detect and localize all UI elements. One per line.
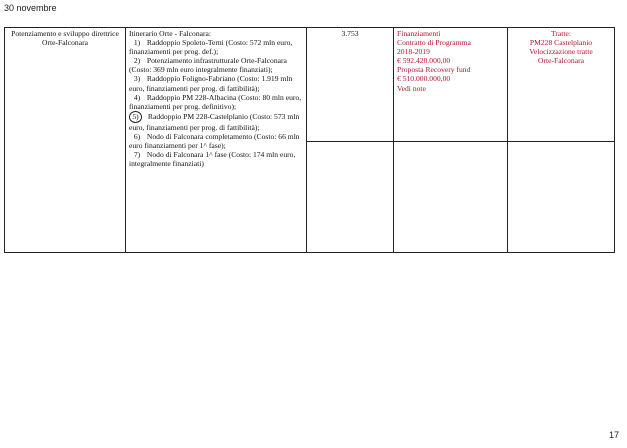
itinerary-item xyxy=(129,111,303,132)
sections-cell xyxy=(508,28,615,142)
sections-line: Velocizzazione tratte xyxy=(529,47,593,57)
itinerary-title: Itinerario Orte - Falconara: xyxy=(129,29,212,38)
item-number: 7) xyxy=(133,150,141,160)
circled-item-number: 5) xyxy=(129,111,142,123)
item-text: Raddoppio Foligno-Fabriano (Costo: 1.919 mln euro, finanziamenti per prog. di fattibilità); xyxy=(129,74,293,93)
funding-line: € 510.000.000,00 xyxy=(397,74,451,84)
sections-line: Tratte: xyxy=(551,29,571,38)
item-text: Raddoppio Spoleto-Terni (Costo: 572 mln euro, finanziamenti per prog. def.); xyxy=(129,38,293,57)
funding-line: Proposta Recovery fund xyxy=(397,65,471,75)
total-cost-value: 3.753 xyxy=(341,29,359,38)
sections-line: PM228 Castelplanio xyxy=(529,38,593,48)
itinerary-item xyxy=(129,132,303,150)
project-title: Potenziamento e sviluppo direttrice Orte-Falconara xyxy=(11,29,119,48)
item-number: 1) xyxy=(133,38,141,48)
project-title-cell xyxy=(5,28,126,253)
sections-line: Orte-Falconara xyxy=(538,56,584,66)
item-text: Nodo di Falconara 1^ fase (Costo: 174 mln euro, integralmente finanziati) xyxy=(129,150,296,169)
funding-line: € 592.420.000,00 xyxy=(397,56,451,66)
item-number: 6) xyxy=(133,131,141,141)
page-number: 17 xyxy=(608,430,619,440)
item-number: 4) xyxy=(133,92,141,102)
itinerary-item xyxy=(129,93,303,111)
empty-cell xyxy=(394,142,508,253)
item-text: Raddoppio PM 228-Castelplanio (Costo: 573 mln euro, finanziamenti per prog. di fattibilità); xyxy=(129,111,300,132)
funding-line: Contratto di Programma xyxy=(397,38,471,48)
table-row xyxy=(5,28,615,142)
item-number: 3) xyxy=(133,74,141,84)
cost-cell xyxy=(307,28,394,142)
itinerary-item xyxy=(129,150,303,168)
funding-line: Finanziamenti xyxy=(397,29,441,38)
itinerary-item xyxy=(129,56,303,74)
empty-cell xyxy=(508,142,615,253)
funding-line: Vedi note xyxy=(397,83,426,93)
funding-cell xyxy=(394,28,508,142)
item-text: Nodo di Falconara completamento (Costo: 66 mln euro finanziamenti per 1^ fase); xyxy=(129,131,300,151)
funding-line: 2018-2019 xyxy=(397,47,430,57)
itinerary-item xyxy=(129,74,303,92)
empty-cell xyxy=(307,142,394,253)
itinerary-cell xyxy=(126,28,307,253)
item-number: 2) xyxy=(133,56,141,66)
itinerary-item xyxy=(129,38,303,56)
document-date: 30 novembre xyxy=(4,3,57,13)
item-text: Potenziamento infrastrutturale Orte-Falconara (Costo: 369 mln euro integralmente finanziati); xyxy=(129,56,287,75)
item-text: Raddoppio PM 228-Albacina (Costo: 80 mln euro, finanziamenti per prog. definitivo); xyxy=(129,92,302,111)
projects-table xyxy=(4,27,615,253)
